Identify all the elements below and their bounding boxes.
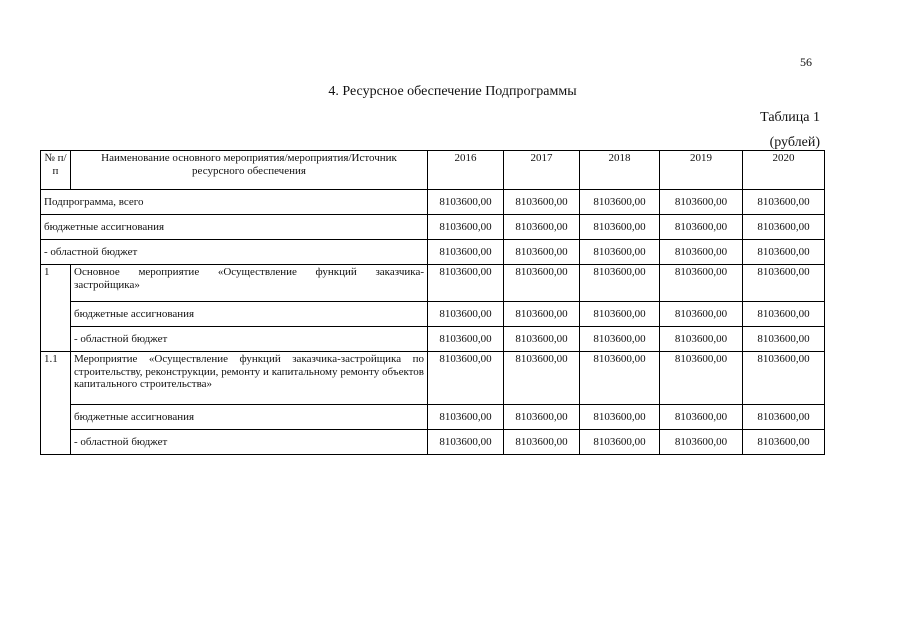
header-year: 2020 [743, 151, 825, 190]
cell-value: 8103600,00 [580, 352, 660, 405]
header-num: № п/п [41, 151, 71, 190]
table-row [41, 265, 825, 302]
cell-value: 8103600,00 [504, 302, 580, 327]
cell-value: 8103600,00 [743, 265, 825, 302]
cell-value: 8103600,00 [743, 327, 825, 352]
cell-value: 8103600,00 [580, 215, 660, 240]
cell-value: 8103600,00 [504, 405, 580, 430]
table-row [41, 240, 825, 265]
header-name: Наименование основного мероприятия/мероприятия/Источник ресурсного обеспечения [71, 151, 428, 190]
header-year: 2017 [504, 151, 580, 190]
cell-value: 8103600,00 [428, 302, 504, 327]
cell-value: 8103600,00 [743, 302, 825, 327]
cell-value: 8103600,00 [580, 302, 660, 327]
cell-value: 8103600,00 [580, 190, 660, 215]
cell-value: 8103600,00 [504, 215, 580, 240]
resource-table [40, 150, 825, 455]
cell-value: 8103600,00 [428, 327, 504, 352]
cell-value: 8103600,00 [580, 240, 660, 265]
cell-value: 8103600,00 [660, 265, 743, 302]
table-row [41, 327, 825, 352]
cell-value: 8103600,00 [660, 352, 743, 405]
cell-value: 8103600,00 [743, 405, 825, 430]
cell-value: 8103600,00 [428, 352, 504, 405]
cell-value: 8103600,00 [504, 430, 580, 455]
table-header-row [41, 151, 825, 190]
cell-value: 8103600,00 [504, 265, 580, 302]
cell-value: 8103600,00 [743, 215, 825, 240]
table-row [41, 302, 825, 327]
table-row [41, 405, 825, 430]
cell-value: 8103600,00 [428, 430, 504, 455]
cell-value: 8103600,00 [743, 240, 825, 265]
cell-value: 8103600,00 [660, 215, 743, 240]
cell-value: 8103600,00 [660, 240, 743, 265]
cell-value: 8103600,00 [580, 405, 660, 430]
cell-value: 8103600,00 [504, 327, 580, 352]
row-label: бюджетные ассигнования [71, 405, 428, 430]
cell-value: 8103600,00 [504, 240, 580, 265]
row-label: Основное мероприятие «Осуществление функций заказчика-застройщика» [71, 265, 428, 302]
table-row [41, 190, 825, 215]
unit-label: (рублей) [769, 135, 820, 150]
cell-value: 8103600,00 [660, 430, 743, 455]
header-year: 2018 [580, 151, 660, 190]
header-year: 2016 [428, 151, 504, 190]
cell-value: 8103600,00 [428, 265, 504, 302]
cell-value: 8103600,00 [504, 352, 580, 405]
table-row [41, 215, 825, 240]
row-label: Подпрограмма, всего [41, 190, 428, 215]
cell-value: 8103600,00 [660, 405, 743, 430]
cell-value: 8103600,00 [428, 215, 504, 240]
cell-value: 8103600,00 [428, 405, 504, 430]
cell-value: 8103600,00 [580, 430, 660, 455]
cell-value: 8103600,00 [580, 265, 660, 302]
page-title: 4. Ресурсное обеспечение Подпрограммы [328, 84, 577, 99]
cell-value: 8103600,00 [660, 327, 743, 352]
page-number: 56 [800, 55, 812, 69]
cell-value: 8103600,00 [743, 430, 825, 455]
cell-value: 8103600,00 [428, 190, 504, 215]
table-row [41, 430, 825, 455]
row-label: - областной бюджет [71, 430, 428, 455]
header-year: 2019 [660, 151, 743, 190]
cell-value: 8103600,00 [743, 352, 825, 405]
cell-value: 8103600,00 [743, 190, 825, 215]
table-label: Таблица 1 [760, 110, 820, 125]
table-row [41, 352, 825, 405]
cell-value: 8103600,00 [504, 190, 580, 215]
row-label: бюджетные ассигнования [41, 215, 428, 240]
row-label: - областной бюджет [71, 327, 428, 352]
row-number: 1.1 [41, 352, 71, 455]
cell-value: 8103600,00 [660, 302, 743, 327]
cell-value: 8103600,00 [428, 240, 504, 265]
row-number: 1 [41, 265, 71, 352]
row-label: бюджетные ассигнования [71, 302, 428, 327]
row-label: - областной бюджет [41, 240, 428, 265]
cell-value: 8103600,00 [660, 190, 743, 215]
row-label: Мероприятие «Осуществление функций заказчика-застройщика по строительству, реконструкции, ремонту и капитальному ремонту объектов капитального строительства» [71, 352, 428, 405]
cell-value: 8103600,00 [580, 327, 660, 352]
